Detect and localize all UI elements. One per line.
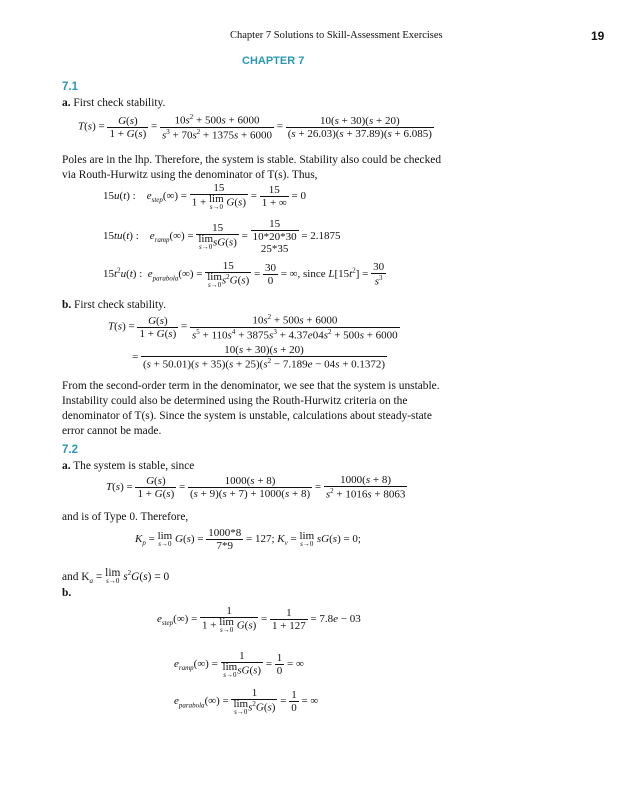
paragraph-type-0: and is of Type 0. Therefore, — [62, 511, 189, 523]
section-7-2-heading: 7.2 — [62, 444, 78, 456]
paragraph-stability-1: Poles are in the lhp. Therefore, the system is stable. Stability also could be checked — [62, 154, 442, 166]
part-a-intro-7-2: a. The system is stable, since — [62, 460, 195, 472]
equation-kp-kv: $K_p = \lim$ s→0 G(s) = $\frac{1000*8}{7*9}$ = 127; $K_v = \lim$ s→0 sG(s) = 0; — [135, 527, 361, 552]
paragraph-unstable-4: error cannot be made. — [62, 425, 162, 437]
section-7-1-heading: 7.1 — [62, 81, 78, 93]
part-b-intro: b. First check stability. — [62, 299, 166, 311]
equation-transfer-function-b: T(s) = $\frac{G(s)}{1 + G(s)}$ = $\frac{10s^2 + 500s + 6000}{s^5 + 110s^4 + 3875s^3 + 4.37e04s^2 + 500s + 6000}$ — [108, 313, 398, 342]
part-b-label-7-2: b. — [62, 587, 72, 599]
equation-estep-7-2: $e_{step}(\infty)$ = 1 1 + lim s→0 G(s) = $\frac{1}{1 + 127}$ = 7.8e − 03 — [157, 605, 361, 634]
paragraph-stability-2: via Routh-Hurwitz using the denominator of T(s). Thus, — [62, 169, 318, 181]
equation-transfer-function-a: T(s) = $\frac{G(s)}{1 + G(s)}$ = $\frac{10s^2 + 500s + 6000}{s^3 + 70s^2 + 1375s + 6000}$ = $\frac{10(s + 30)(s + 20)}{(s + 26.03)(s + 37.89)(s + 6.085)}$ — [78, 113, 432, 142]
paragraph-unstable-1: From the second-order term in the denominator, we see that the system is unstable. — [62, 380, 440, 392]
equation-eparabola-a: $15t^2u(t)$ : $e_{parabola}(\infty)$ = 15 lim s→0 $s^2G(s)$ = $\frac{30}{0}$ = ∞, since $L[15t^2]$ = $\frac{30}{s^3}$ — [103, 260, 385, 290]
equation-transfer-function-7-2: T(s) = $\frac{G(s)}{1 + G(s)}$ = $\frac{1000(s + 8)}{(s + 9)(s + 7) + 1000(s + 8)}$ = $\frac{1000(s + 8)}{s^2 + 1016s + 8063}$ — [106, 474, 406, 501]
equation-eramp-a: 15tu(t) : $e_{ramp}(\infty)$ = 15 lim s→0 sG(s) = 15 10*20*30 25*35 = 2.1875 — [103, 218, 341, 255]
running-header: Chapter 7 Solutions to Skill-Assessment Exercises — [230, 30, 443, 41]
part-a-intro: a. First check stability. — [62, 97, 166, 109]
paragraph-unstable-3: denominator of T(s). Since the system is unstable, calculations about steady-state — [62, 410, 432, 422]
paragraph-unstable-2: Instability could also be determined using the Routh-Hurwitz criteria on the — [62, 395, 408, 407]
equation-estep-a: 15u(t) : $e_{step}(\infty)$ = 15 1 + lim s→0 G(s) = $\frac{15}{1 + \infty}$ = 0 — [103, 182, 306, 211]
equation-transfer-function-b-factored: = $\frac{10(s + 30)(s + 20)}{(s + 50.01)(s + 35)(s + 25)(s^2 - 7.189e - 04s + 0.1372)}$ — [132, 344, 386, 371]
equation-eramp-7-2: $e_{ramp}(\infty)$ = 1 lim s→0 sG(s) = $\frac{1}{0}$ = ∞ — [174, 650, 304, 679]
chapter-title: CHAPTER 7 — [242, 55, 305, 67]
equation-eparabola-7-2: $e_{parabola}(\infty)$ = 1 lim s→0 $s^2G(s)$ = $\frac{1}{0}$ = ∞ — [174, 687, 319, 717]
paragraph-ka: and $K_a = \lim$ s→0 $s^2G(s) = 0$ — [62, 567, 170, 586]
page-number: 19 — [591, 29, 605, 43]
